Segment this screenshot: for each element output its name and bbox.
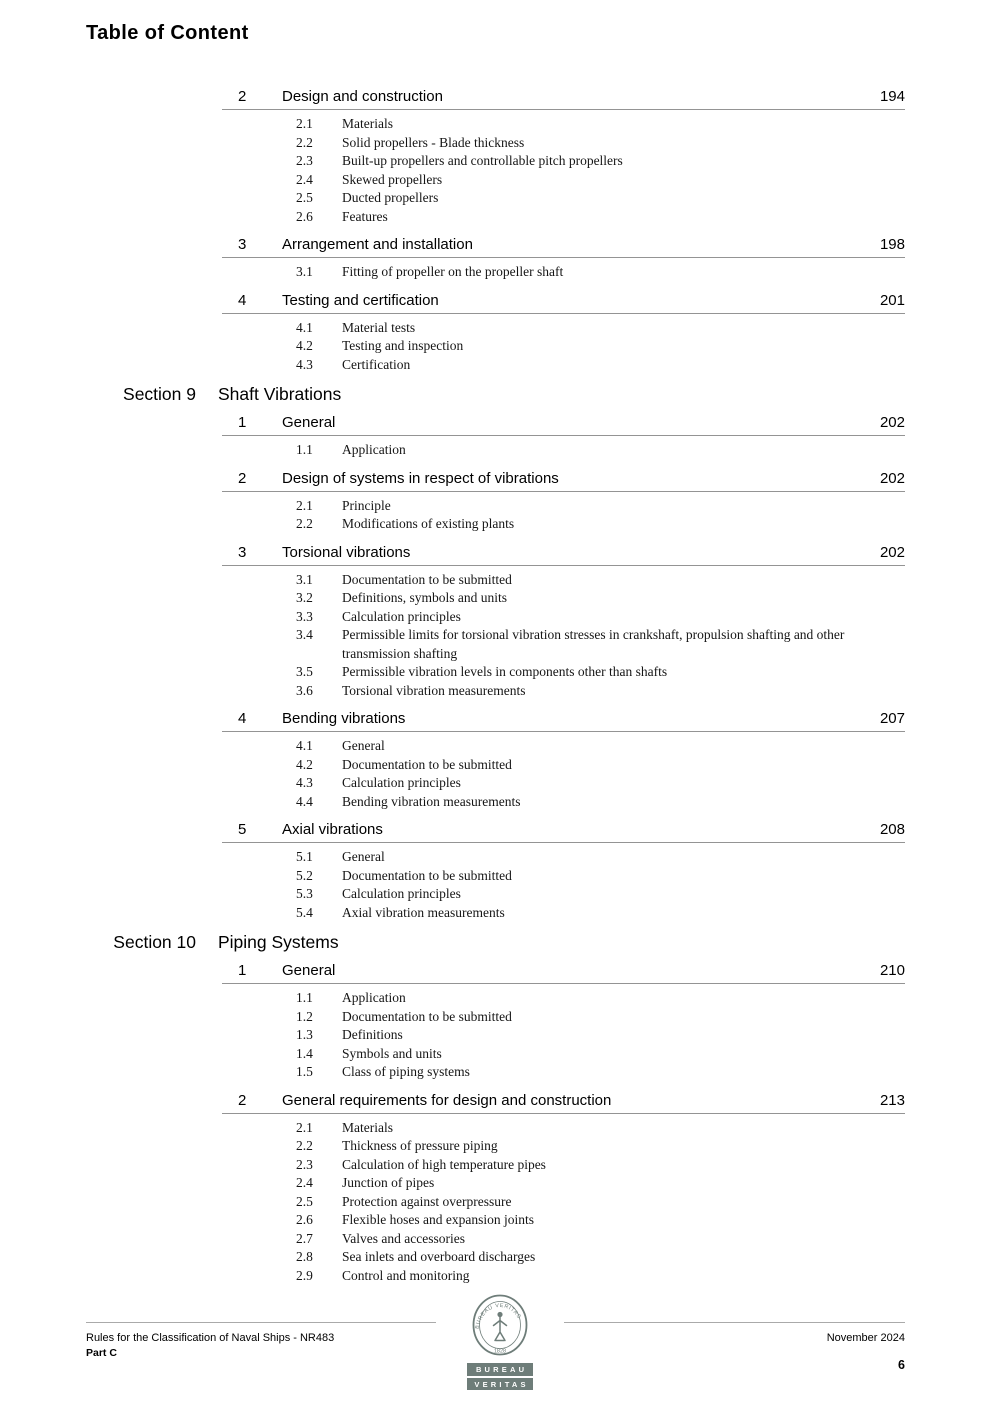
- toc-subsection-title: General: [342, 738, 385, 753]
- toc-chapter-entry[interactable]: [222, 708, 905, 732]
- toc-subsection-entry[interactable]: [222, 1193, 905, 1212]
- toc-subsection-number: 2.5: [296, 1193, 313, 1209]
- toc-chapter-entry[interactable]: [222, 468, 905, 492]
- toc-subsection-entry[interactable]: [222, 189, 905, 208]
- toc-subsection-number: 3.1: [296, 264, 313, 279]
- toc-subsection-number: 5.4: [296, 904, 313, 920]
- toc-subsection-entry[interactable]: [222, 571, 905, 590]
- toc-subsection-list: [222, 1119, 905, 1286]
- page-title: Table of Content: [86, 22, 249, 44]
- toc-subsection-title: Features: [342, 208, 388, 224]
- toc-chapter-title: Axial vibrations: [282, 821, 383, 838]
- toc-chapter-page-number: 208: [879, 821, 905, 838]
- toc-subsection-title: Modifications of existing plants: [342, 516, 515, 531]
- toc-chapter: [222, 290, 905, 375]
- toc-subsection-list: [222, 571, 905, 701]
- toc-subsection-title: Fitting of propeller on the propeller shaft: [342, 264, 564, 279]
- toc-subsection-entry[interactable]: [222, 337, 905, 356]
- logo-veritas-label: VERITAS: [467, 1378, 533, 1391]
- toc-chapter-number: 1: [238, 962, 247, 979]
- toc-subsection-title: Definitions, symbols and units: [342, 590, 507, 605]
- toc-subsection-list: [222, 989, 905, 1082]
- toc-subsection-entry[interactable]: [222, 867, 905, 886]
- toc-subsection-number: 2.6: [296, 1212, 313, 1227]
- toc-subsection-title: Testing and inspection: [342, 338, 464, 353]
- toc-chapter-title: General requirements for design and construction: [282, 1091, 612, 1109]
- toc-subsection-entry[interactable]: [222, 356, 905, 375]
- toc-chapter-entry[interactable]: [222, 542, 905, 566]
- toc-chapter-page-number: 210: [879, 962, 905, 979]
- toc-subsection-number: 2.3: [296, 153, 313, 168]
- toc-chapter-entry[interactable]: [222, 234, 905, 258]
- toc-chapter-title: Testing and certification: [282, 291, 439, 309]
- toc-section-title: Piping Systems: [218, 932, 339, 952]
- toc-subsection-entry[interactable]: [222, 885, 905, 904]
- toc-chapter-number: 1: [238, 414, 247, 431]
- toc-subsection-list: [222, 848, 905, 922]
- toc-subsection-entry[interactable]: [222, 1248, 905, 1267]
- toc-subsection-title: Principle: [342, 497, 391, 513]
- toc-chapter: [222, 234, 905, 282]
- toc-subsection-title: Sea inlets and overboard discharges: [342, 1249, 536, 1264]
- toc-chapter-title: Torsional vibrations: [282, 543, 411, 561]
- toc-subsection-number: 2.9: [296, 1267, 313, 1283]
- svg-text:1828: 1828: [493, 1348, 507, 1355]
- toc-subsection-number: 2.1: [296, 116, 313, 131]
- toc-subsection-entry[interactable]: [222, 737, 905, 756]
- toc-chapter: [222, 412, 905, 460]
- toc-chapter-entry[interactable]: [222, 960, 905, 984]
- toc-subsection-number: 2.7: [296, 1230, 313, 1246]
- toc-subsection-title: Flexible hoses and expansion joints: [342, 1212, 534, 1227]
- toc-subsection-entry[interactable]: [222, 208, 905, 227]
- toc-subsection-title: General: [342, 849, 385, 864]
- toc-subsection-number: 2.3: [296, 1156, 313, 1172]
- toc-subsection-title: Torsional vibration measurements: [342, 682, 526, 698]
- toc-subsection-number: 4.1: [296, 738, 313, 753]
- toc-chapter-entry[interactable]: [222, 412, 905, 436]
- toc-subsection-entry[interactable]: [222, 1230, 905, 1249]
- toc-subsection-number: 1.5: [296, 1064, 313, 1079]
- toc-subsection-entry[interactable]: [222, 515, 905, 534]
- toc-subsection-list: [222, 263, 905, 282]
- toc-subsection-title: Control and monitoring: [342, 1267, 470, 1283]
- toc-chapter-number: 3: [238, 543, 247, 561]
- toc-subsection-entry[interactable]: [222, 319, 905, 338]
- toc-subsection-title: Class of piping systems: [342, 1064, 470, 1079]
- toc-subsection-title: Calculation principles: [342, 608, 461, 624]
- toc-chapter-entry[interactable]: [222, 86, 905, 110]
- toc-subsection-title: Material tests: [342, 319, 416, 335]
- toc-subsection-number: 4.2: [296, 756, 313, 772]
- toc-subsection-title: Documentation to be submitted: [342, 571, 512, 587]
- toc-chapter-number: 2: [238, 1091, 247, 1109]
- toc-chapter: [222, 960, 905, 1082]
- toc-subsection-number: 3.5: [296, 664, 313, 679]
- toc-subsection-title: Materials: [342, 1119, 393, 1135]
- footer-part-label: Part C: [86, 1347, 117, 1359]
- toc-subsection-entry[interactable]: [222, 1156, 905, 1175]
- footer-doc-title: Rules for the Classification of Naval Ships - NR483: [86, 1332, 335, 1344]
- toc-subsection-title: Calculation principles: [342, 775, 461, 790]
- toc-subsection-entry[interactable]: [222, 1211, 905, 1230]
- toc-subsection-entry[interactable]: [222, 171, 905, 190]
- toc-chapter-page-number: 194: [879, 88, 905, 105]
- toc-subsection-title: Definitions: [342, 1027, 403, 1042]
- toc-chapter: [222, 468, 905, 534]
- toc-subsection-title: Documentation to be submitted: [342, 867, 512, 883]
- toc-subsection-title: Materials: [342, 116, 393, 131]
- footer-divider-right: [564, 1322, 905, 1323]
- toc-subsection-entry[interactable]: [222, 1008, 905, 1027]
- toc-subsection-number: 1.1: [296, 442, 313, 457]
- toc-subsection-entry[interactable]: [222, 263, 905, 282]
- footer-right: [827, 1331, 905, 1373]
- toc-subsection-title: Application: [342, 442, 406, 457]
- toc-chapter-entry[interactable]: [222, 1090, 905, 1114]
- toc-subsection-title: Permissible vibration levels in components other than shafts: [342, 664, 668, 679]
- toc-section-heading: [86, 930, 992, 954]
- toc-subsection-title: Symbols and units: [342, 1045, 442, 1061]
- toc-chapter-title: General: [282, 414, 336, 431]
- toc-subsection-number: 2.4: [296, 171, 313, 187]
- toc-subsection-number: 3.1: [296, 571, 313, 587]
- toc-subsection-entry[interactable]: [222, 1063, 905, 1082]
- toc-chapter-number: 2: [238, 88, 247, 105]
- toc-subsection-entry[interactable]: [222, 608, 905, 627]
- toc-subsection-title: Documentation to be submitted: [342, 756, 512, 772]
- toc-subsection-entry[interactable]: [222, 1045, 905, 1064]
- toc-subsection-entry[interactable]: [222, 152, 905, 171]
- toc-section-title: Shaft Vibrations: [218, 384, 342, 404]
- toc-subsection-title: Valves and accessories: [342, 1230, 465, 1246]
- toc-subsection-title: Skewed propellers: [342, 171, 443, 187]
- toc-chapter-entry[interactable]: [222, 819, 905, 843]
- toc-chapter-page-number: 207: [879, 710, 905, 727]
- toc-subsection-entry[interactable]: [222, 1026, 905, 1045]
- toc-subsection-entry[interactable]: [222, 848, 905, 867]
- toc-subsection-title: Application: [342, 990, 406, 1005]
- toc-subsection-entry[interactable]: [222, 1267, 905, 1286]
- toc-subsection-title: Axial vibration measurements: [342, 904, 505, 920]
- toc-subsection-entry[interactable]: [222, 115, 905, 134]
- toc-subsection-title: Documentation to be submitted: [342, 1008, 512, 1024]
- toc-subsection-title: Thickness of pressure piping: [342, 1138, 498, 1153]
- toc-subsection-number: 1.4: [296, 1045, 313, 1061]
- toc-chapter-page-number: 201: [879, 291, 905, 309]
- footer-divider-left: [86, 1322, 436, 1323]
- toc-subsection-number: 2.2: [296, 516, 313, 531]
- toc-subsection-number: 5.3: [296, 886, 313, 901]
- svg-text:BUREAU VERITAS: BUREAU VERITAS: [474, 1302, 522, 1330]
- toc-section-label: Section 10: [113, 932, 196, 952]
- toc-chapter-title: Bending vibrations: [282, 710, 406, 727]
- toc-subsection-number: 4.4: [296, 793, 313, 809]
- toc-subsection-title: Junction of pipes: [342, 1175, 435, 1190]
- toc-subsection-list: [222, 115, 905, 226]
- toc-chapter: [222, 819, 905, 922]
- toc-subsection-number: 3.2: [296, 590, 313, 605]
- toc-chapter: [222, 708, 905, 811]
- toc-subsection-entry[interactable]: [222, 1137, 905, 1156]
- toc-subsection-entry[interactable]: [222, 756, 905, 775]
- toc-subsection-entry[interactable]: [222, 626, 905, 663]
- toc-chapter: [222, 86, 905, 226]
- toc-subsection-number: 5.2: [296, 867, 313, 883]
- toc-chapter-title: Design and construction: [282, 88, 443, 105]
- toc-subsection-title: Protection against overpressure: [342, 1193, 512, 1209]
- toc-subsection-entry[interactable]: [222, 1174, 905, 1193]
- toc-subsection-title: Certification: [342, 356, 411, 372]
- toc-subsection-entry[interactable]: [222, 1119, 905, 1138]
- toc-chapter-number: 5: [238, 821, 247, 838]
- toc-subsection-number: 1.1: [296, 990, 313, 1005]
- toc-subsection-entry[interactable]: [222, 793, 905, 812]
- toc-subsection-entry[interactable]: [222, 682, 905, 701]
- toc-chapter-entry[interactable]: [222, 290, 905, 314]
- toc-subsection-number: 4.3: [296, 356, 313, 372]
- toc-chapter-title: Design of systems in respect of vibrations: [282, 469, 559, 487]
- toc-chapter: [222, 542, 905, 701]
- toc-subsection-number: 4.3: [296, 775, 313, 790]
- footer-page-number: 6: [898, 1358, 905, 1372]
- toc-chapter-page-number: 213: [879, 1091, 905, 1109]
- table-of-contents: [0, 86, 992, 1293]
- toc-subsection-entry[interactable]: [222, 589, 905, 608]
- toc-subsection-number: 3.4: [296, 627, 313, 642]
- toc-chapter-number: 3: [238, 236, 247, 253]
- toc-subsection-list: [222, 737, 905, 811]
- toc-chapter-title: General: [282, 962, 336, 979]
- bureau-veritas-emblem-icon: [467, 1294, 533, 1356]
- toc-subsection-number: 1.2: [296, 1008, 313, 1024]
- toc-subsection-number: 4.1: [296, 319, 313, 335]
- toc-chapter-number: 4: [238, 291, 247, 309]
- toc-subsection-number: 2.1: [296, 497, 313, 513]
- toc-subsection-number: 5.1: [296, 849, 313, 864]
- toc-section-label: Section 9: [123, 384, 196, 404]
- footer-date: November 2024: [826, 1332, 905, 1344]
- toc-subsection-title: Calculation of high temperature pipes: [342, 1156, 546, 1172]
- bureau-veritas-logo: [467, 1294, 533, 1390]
- toc-subsection-entry[interactable]: [222, 663, 905, 682]
- toc-subsection-entry[interactable]: [222, 441, 905, 460]
- toc-subsection-entry[interactable]: [222, 134, 905, 153]
- toc-subsection-title: Permissible limits for torsional vibration stresses in crankshaft, propulsion shafting and other transmission shafting: [342, 627, 845, 661]
- footer-left: [86, 1331, 334, 1361]
- toc-subsection-number: 2.8: [296, 1249, 313, 1264]
- toc-chapter-page-number: 202: [879, 414, 905, 431]
- toc-subsection-title: Built-up propellers and controllable pitch propellers: [342, 153, 623, 168]
- toc-subsection-entry[interactable]: [222, 497, 905, 516]
- toc-section-heading: [86, 382, 992, 406]
- logo-bureau-label: BUREAU: [467, 1363, 533, 1376]
- toc-subsection-number: 2.5: [296, 190, 313, 205]
- toc-subsection-title: Bending vibration measurements: [342, 793, 521, 809]
- toc-chapter-page-number: 202: [879, 543, 905, 561]
- toc-chapter: [222, 1090, 905, 1286]
- toc-subsection-title: Calculation principles: [342, 886, 461, 901]
- toc-subsection-number: 2.6: [296, 208, 313, 224]
- toc-subsection-list: [222, 441, 905, 460]
- toc-chapter-page-number: 202: [879, 469, 905, 487]
- toc-subsection-number: 3.6: [296, 682, 313, 698]
- toc-subsection-number: 2.2: [296, 1138, 313, 1153]
- toc-subsection-entry[interactable]: [222, 904, 905, 923]
- toc-subsection-number: 4.2: [296, 338, 313, 353]
- toc-subsection-number: 2.2: [296, 134, 313, 150]
- toc-subsection-entry[interactable]: [222, 774, 905, 793]
- toc-chapter-number: 4: [238, 710, 247, 727]
- toc-subsection-number: 2.1: [296, 1119, 313, 1135]
- toc-chapter-number: 2: [238, 469, 247, 487]
- toc-chapter-page-number: 198: [879, 236, 905, 253]
- toc-subsection-entry[interactable]: [222, 989, 905, 1008]
- toc-subsection-title: Solid propellers - Blade thickness: [342, 134, 525, 150]
- toc-subsection-number: 1.3: [296, 1027, 313, 1042]
- toc-subsection-list: [222, 497, 905, 534]
- toc-subsection-number: 3.3: [296, 608, 313, 624]
- toc-chapter-title: Arrangement and installation: [282, 236, 473, 253]
- toc-subsection-title: Ducted propellers: [342, 190, 439, 205]
- toc-subsection-number: 2.4: [296, 1175, 313, 1190]
- toc-subsection-list: [222, 319, 905, 375]
